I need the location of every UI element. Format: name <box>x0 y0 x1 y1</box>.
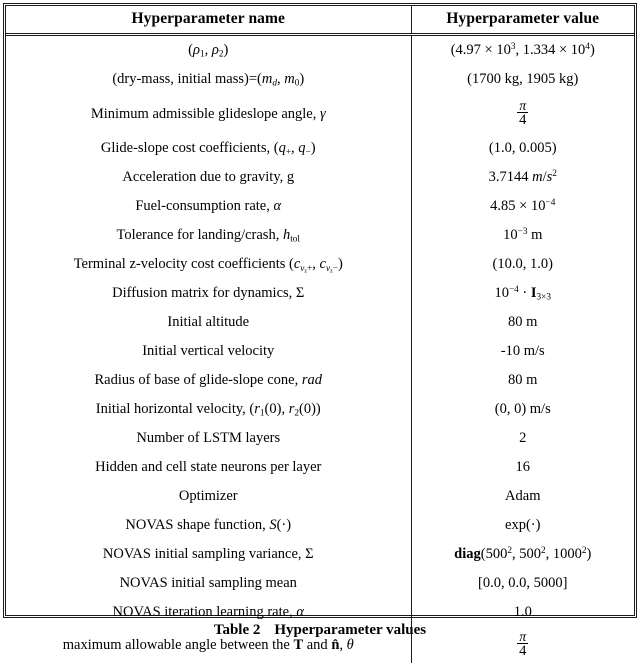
parameter-value-cell: 1.0 <box>411 598 634 627</box>
fraction <box>517 99 528 128</box>
parameter-value-cell: Adam <box>411 482 634 511</box>
table-row <box>6 540 634 569</box>
column-header-name: Hyperparameter name <box>6 6 411 35</box>
table-row <box>6 395 634 424</box>
parameter-value-cell: -10 m/s <box>411 337 634 366</box>
parameter-name-cell: Optimizer <box>6 482 411 511</box>
parameter-name-cell: Minimum admissible glideslope angle, γ <box>6 94 411 134</box>
parameter-name-cell: Radius of base of glide-slope cone, rad <box>6 366 411 395</box>
parameter-name-cell: Acceleration due to gravity, g <box>6 163 411 192</box>
caption-text: Hyperparameter values <box>274 622 426 638</box>
table-row <box>6 453 634 482</box>
parameter-name-cell: Diffusion matrix for dynamics, Σ <box>6 279 411 308</box>
parameter-value-cell: (10.0, 1.0) <box>411 250 634 279</box>
parameter-value-cell: ($4.97 \times 10^3$, $1.334 \times 10^4$) <box>411 35 634 66</box>
parameter-value-cell: 2 <box>411 424 634 453</box>
table-row <box>6 94 634 134</box>
table-row <box>6 482 634 511</box>
table-row <box>6 569 634 598</box>
parameter-name-cell: NOVAS initial sampling variance, Σ <box>6 540 411 569</box>
parameter-value-cell: $10^{-3}$ m <box>411 221 634 250</box>
parameter-name-cell: Initial altitude <box>6 308 411 337</box>
column-header-value: Hyperparameter value <box>411 6 634 35</box>
parameter-name-cell: Fuel-consumption rate, α <box>6 192 411 221</box>
fraction-denominator: 4 <box>517 112 528 128</box>
table-row <box>6 279 634 308</box>
table-row <box>6 511 634 540</box>
table-row <box>6 337 634 366</box>
table-row <box>6 424 634 453</box>
table-row <box>6 366 634 395</box>
table-row <box>6 221 634 250</box>
parameter-name-cell: NOVAS iteration learning rate, α <box>6 598 411 627</box>
table-row <box>6 250 634 279</box>
parameter-name-cell: Initial horizontal velocity, ($r_1(0)$, $r_2(0)$) <box>6 395 411 424</box>
parameter-value-cell: (0, 0) m/s <box>411 395 634 424</box>
parameter-name-cell: maximum allowable angle between the T and n̂, θ <box>6 627 411 663</box>
parameter-value-cell: 3.7144 $m/s^2$ <box>411 163 634 192</box>
fraction-numerator: π <box>517 630 528 644</box>
table-caption <box>0 622 640 639</box>
table-row <box>6 163 634 192</box>
hyperparameter-table <box>6 6 634 663</box>
table-header <box>6 6 634 35</box>
parameter-name-cell: Glide-slope cost coefficients, ($q_+$, $q_-$) <box>6 134 411 163</box>
fraction-numerator: π <box>517 99 528 113</box>
parameter-value-cell: $diag(500^2$, $500^2$, 1000$^2$) <box>411 540 634 569</box>
fraction-denominator: 4 <box>517 643 528 659</box>
header-row <box>6 6 634 35</box>
parameter-value-cell: $4.85 \times 10^{-4}$ <box>411 192 634 221</box>
hyperparameter-table-container <box>3 3 637 618</box>
parameter-value-cell: (1.0, 0.005) <box>411 134 634 163</box>
parameter-name-cell: Hidden and cell state neurons per layer <box>6 453 411 482</box>
table-row <box>6 134 634 163</box>
table-row <box>6 308 634 337</box>
parameter-name-cell: NOVAS initial sampling mean <box>6 569 411 598</box>
parameter-value-cell: 80 m <box>411 308 634 337</box>
parameter-value-cell: 16 <box>411 453 634 482</box>
parameter-value-cell: (1700 kg, 1905 kg) <box>411 65 634 94</box>
parameter-name-cell: Tolerance for landing/crash, $h_{tol}$ <box>6 221 411 250</box>
parameter-value-cell: exp(·) <box>411 511 634 540</box>
table-row <box>6 35 634 66</box>
parameter-value-cell <box>411 94 634 134</box>
parameter-name-cell: NOVAS shape function, S(·) <box>6 511 411 540</box>
parameter-value-cell: $10^{-4} \cdot I_{3\times 3}$ <box>411 279 634 308</box>
parameter-name-cell: Terminal z-velocity cost coefficients ($c_{v_z+}$, $c_{v_z-}$) <box>6 250 411 279</box>
table-body <box>6 35 634 663</box>
caption-number: Table 2 <box>214 622 261 638</box>
parameter-value-cell: [0.0, 0.0, 5000] <box>411 569 634 598</box>
table-row <box>6 192 634 221</box>
parameter-name-cell: ($\rho_1$, $\rho_2$) <box>6 35 411 66</box>
table-row <box>6 65 634 94</box>
parameter-name-cell: (dry-mass, initial $mass)=(m_d$, $m_0$) <box>6 65 411 94</box>
parameter-name-cell: Initial vertical velocity <box>6 337 411 366</box>
parameter-value-cell: 80 m <box>411 366 634 395</box>
parameter-name-cell: Number of LSTM layers <box>6 424 411 453</box>
